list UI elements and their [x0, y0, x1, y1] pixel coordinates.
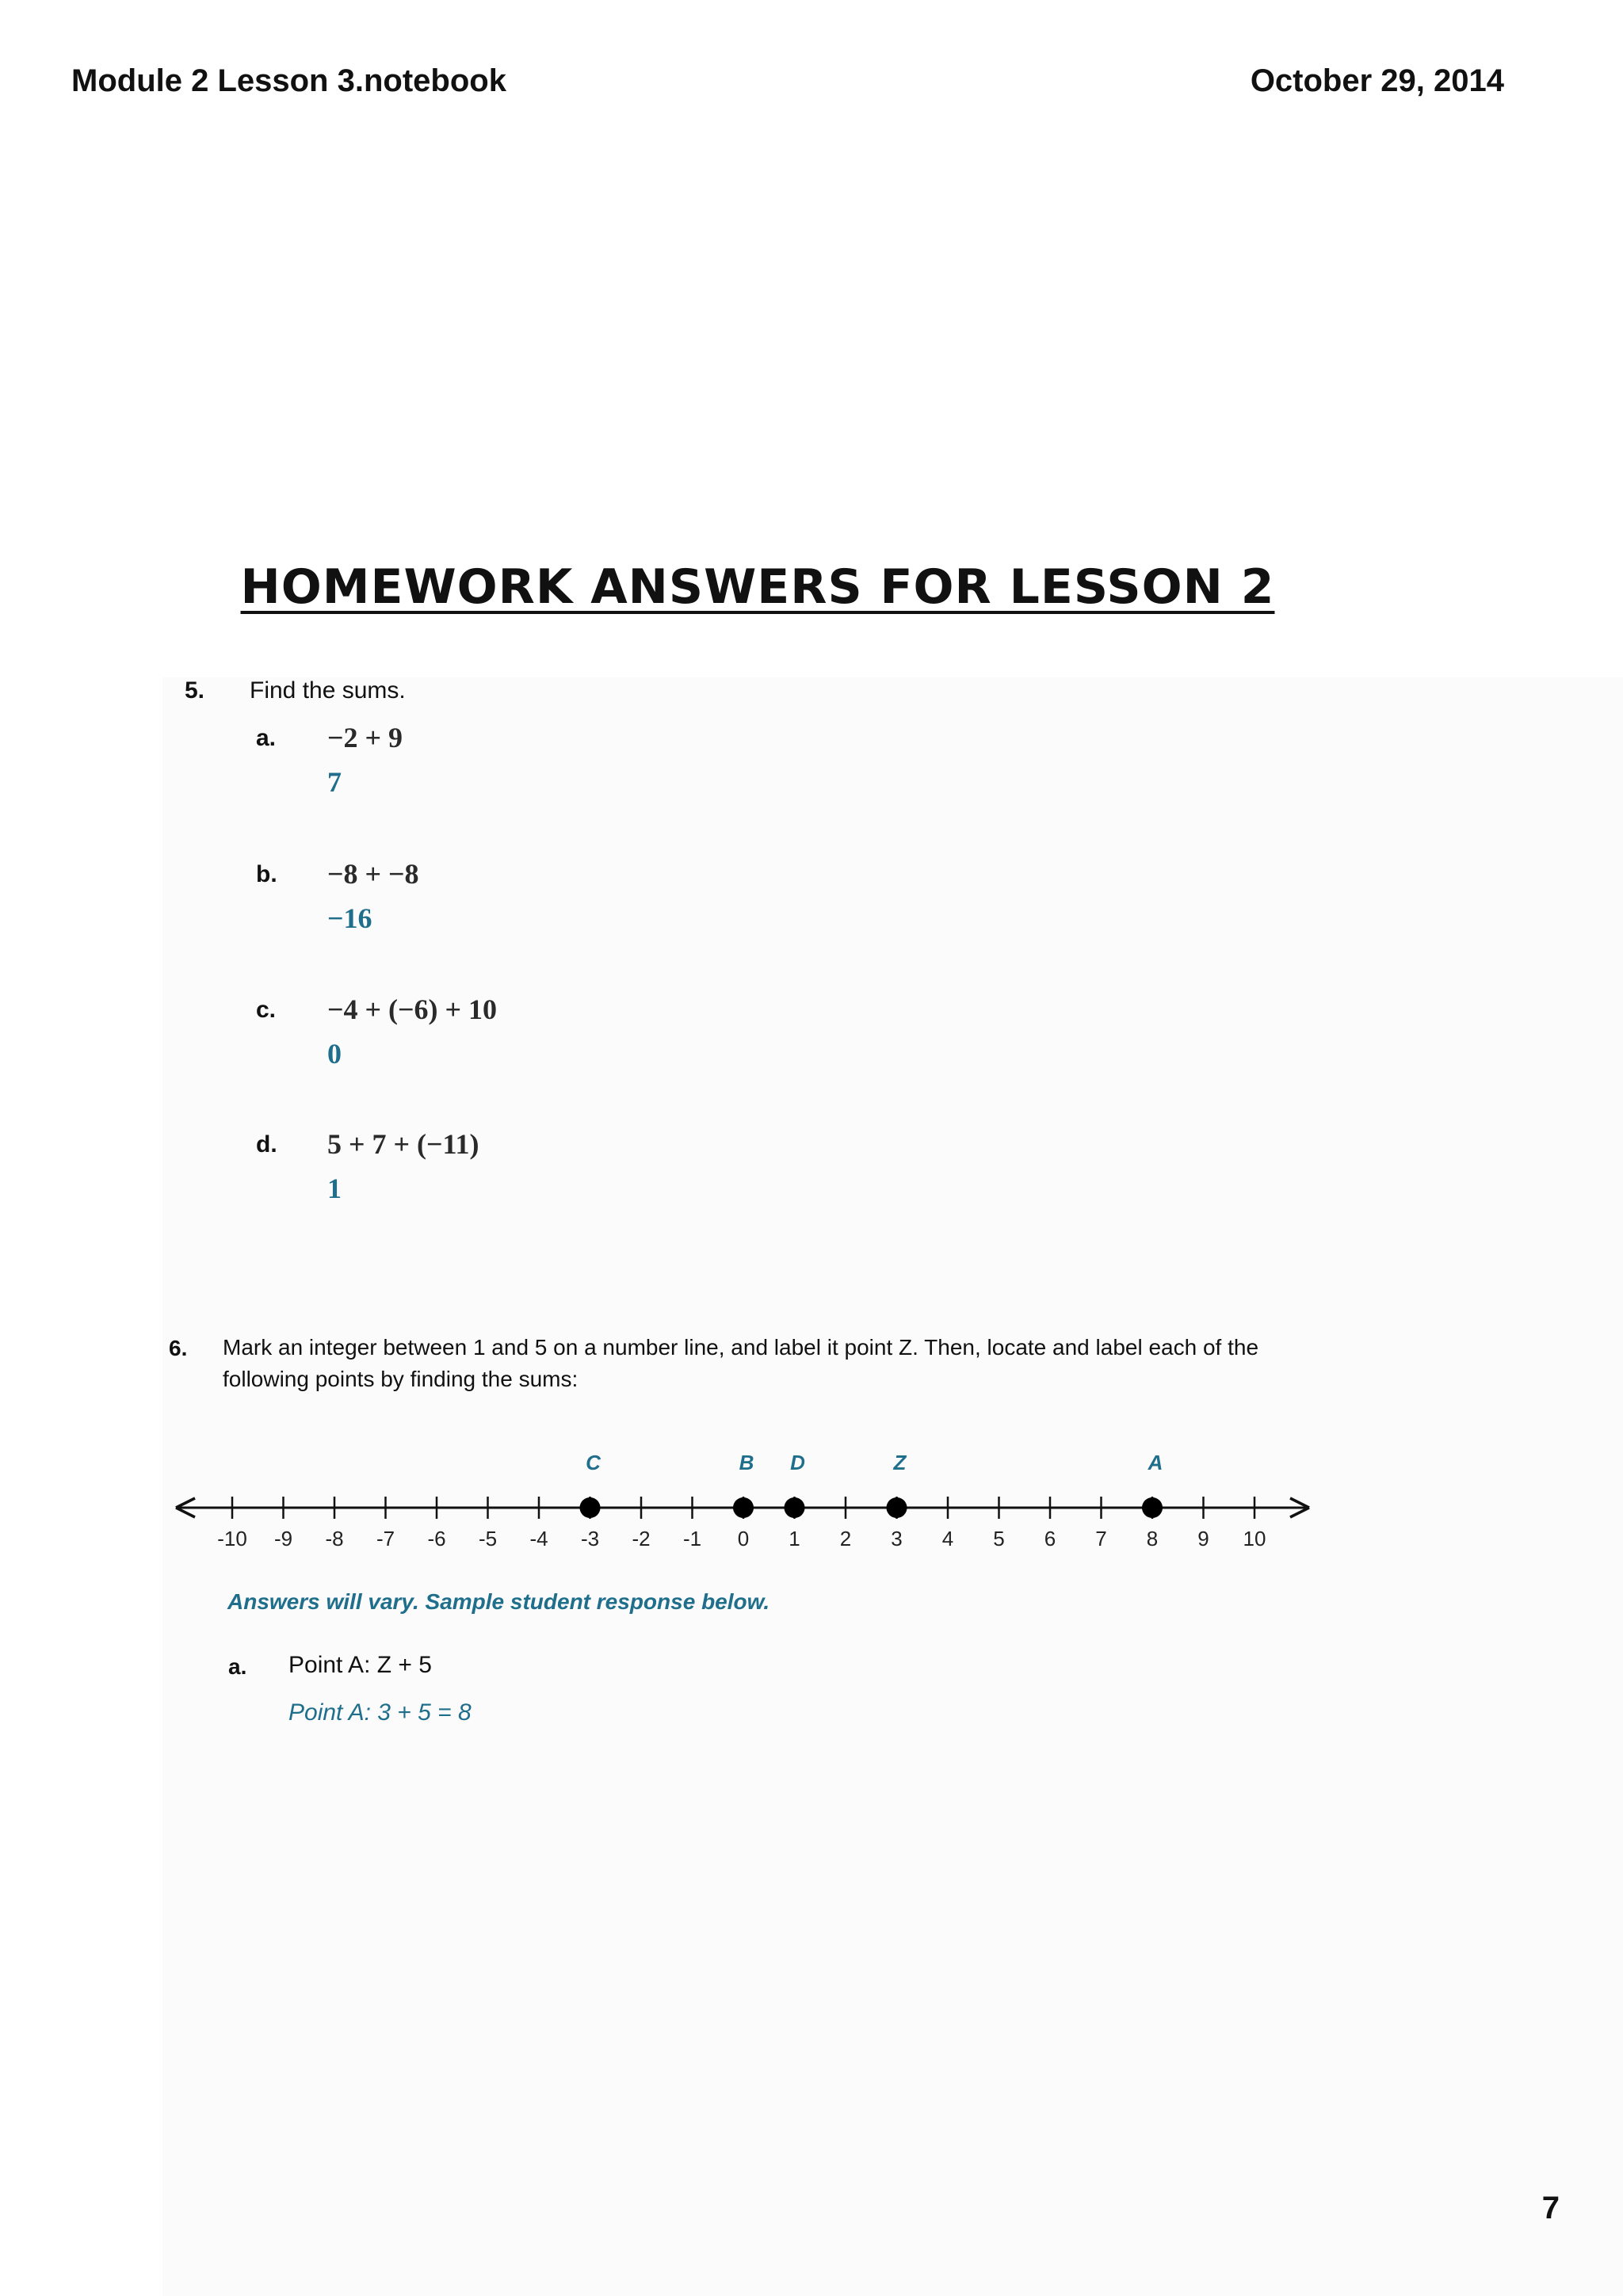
q5-number: 5.	[185, 677, 205, 704]
q6-prompt	[223, 1332, 1411, 1395]
point-c-marker	[580, 1497, 601, 1518]
page-number: 7	[1541, 2191, 1560, 2225]
point-z-marker	[887, 1497, 907, 1518]
q5d-expression: 5 + 7 + (−11)	[327, 1128, 479, 1160]
q5-prompt: Find the sums.	[250, 677, 406, 704]
q5c-label: c.	[256, 997, 277, 1023]
q5d-label: d.	[256, 1131, 277, 1158]
point-a-label: A	[1148, 1451, 1163, 1474]
point-a-marker	[1142, 1497, 1163, 1518]
q5a-answer: 7	[327, 766, 342, 798]
tick-label: 10	[1243, 1527, 1266, 1550]
tick-label: 9	[1197, 1527, 1209, 1550]
tick-label: 3	[891, 1527, 903, 1550]
page-title: HOMEWORK ANSWERS FOR LESSON 2	[240, 559, 1275, 615]
tick-label: -8	[325, 1527, 344, 1550]
q6a-prompt: Point A: Z + 5	[288, 1652, 432, 1678]
tick-label: 2	[839, 1527, 852, 1550]
notebook-date: October 29, 2014	[1250, 63, 1504, 98]
point-z-label: Z	[893, 1451, 907, 1474]
q5b-expression: −8 + −8	[327, 858, 419, 890]
notebook-title: Module 2 Lesson 3.notebook	[71, 63, 506, 98]
q6-number: 6.	[169, 1336, 188, 1360]
tick-label: -9	[273, 1527, 293, 1550]
tick-label: 5	[993, 1527, 1005, 1550]
point-b-label: B	[739, 1451, 754, 1474]
q5c-expression: −4 + (−6) + 10	[327, 994, 498, 1025]
q5b-label: b.	[256, 861, 277, 887]
point-d-marker	[785, 1497, 805, 1518]
tick-label: -7	[376, 1527, 395, 1550]
q6a-answer: Point A: 3 + 5 = 8	[288, 1699, 472, 1726]
tick-label: 0	[737, 1527, 750, 1550]
tick-label: -6	[427, 1527, 446, 1550]
q5c-answer: 0	[327, 1038, 342, 1070]
tick-label: -4	[529, 1527, 548, 1550]
q5a-expression: −2 + 9	[327, 722, 403, 753]
q6-prompt-line1: Mark an integer between 1 and 5 on a number line, and label it point Z. Then, locate and label each of the	[223, 1335, 1259, 1360]
q6-prompt-line2: following points by finding the sums:	[223, 1367, 579, 1391]
point-b-marker	[733, 1497, 754, 1518]
point-c-label: C	[586, 1451, 601, 1474]
tick-label: -3	[580, 1527, 600, 1550]
q6a-label: a.	[228, 1654, 247, 1679]
number-line	[158, 1426, 1331, 1569]
point-d-label: D	[790, 1451, 805, 1474]
q5d-answer: 1	[327, 1173, 342, 1204]
tick-label: 4	[941, 1527, 954, 1550]
tick-label: 1	[789, 1527, 800, 1550]
tick-label: -2	[632, 1527, 651, 1550]
tick-label: -10	[217, 1527, 247, 1550]
tick-label: 6	[1044, 1527, 1056, 1550]
tick-label: -1	[682, 1527, 702, 1550]
tick-label: -5	[478, 1527, 498, 1550]
q5b-answer: −16	[327, 902, 372, 934]
q6-note: Answers will vary. Sample student response below.	[227, 1589, 770, 1614]
q5a-label: a.	[256, 725, 277, 751]
tick-label: 7	[1095, 1527, 1107, 1550]
tick-label: 8	[1146, 1527, 1159, 1550]
